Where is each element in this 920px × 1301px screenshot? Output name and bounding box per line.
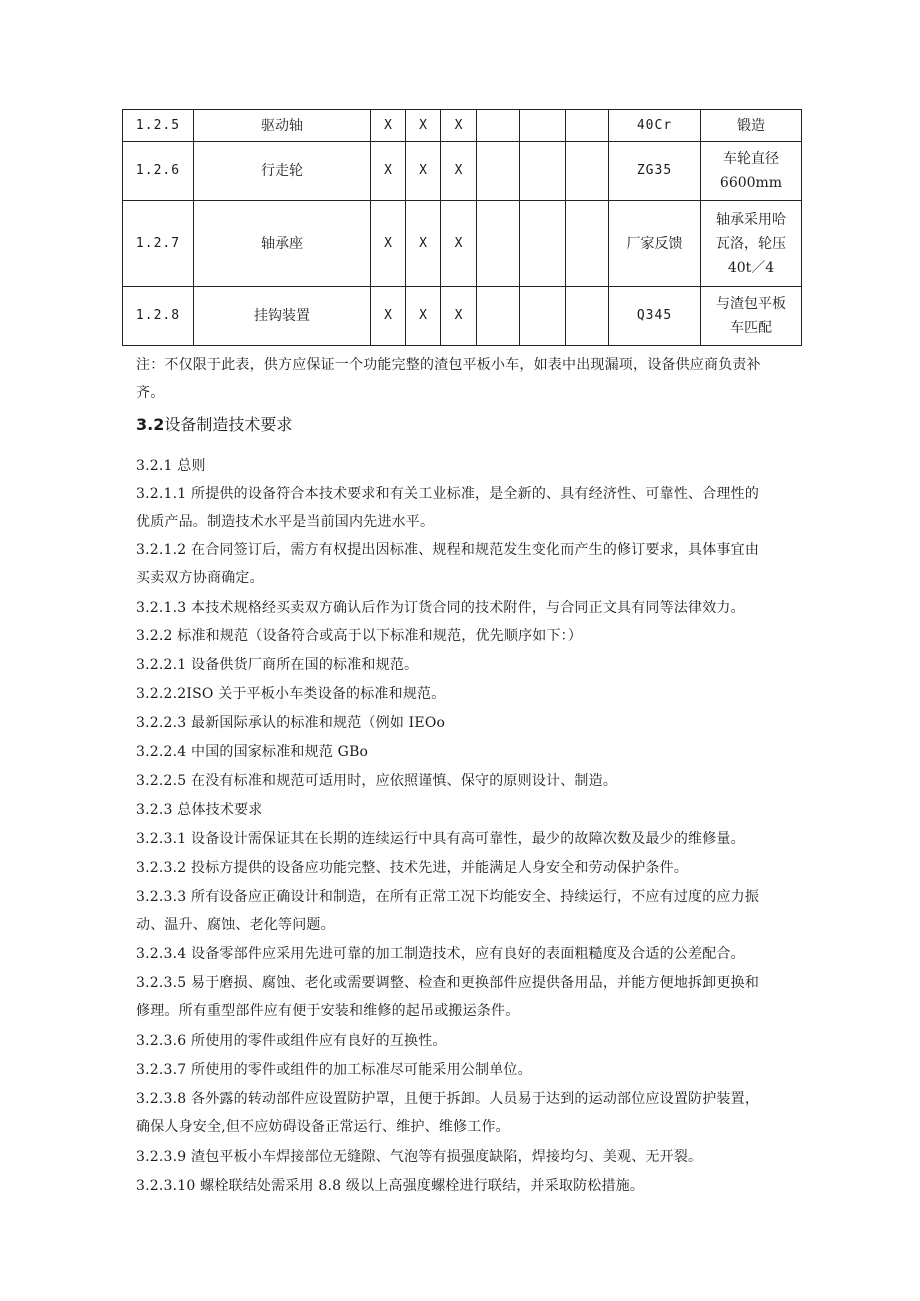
text-line: 3.2.3.4 设备零部件应采用先进可靠的加工制造技术，应有良好的表面粗糙度及合适的公差配合。	[136, 946, 745, 962]
table-note-continued: 齐。	[136, 385, 165, 401]
empty-cell	[566, 142, 609, 201]
empty-cell	[477, 287, 520, 346]
section-heading	[136, 412, 292, 435]
empty-cell	[520, 287, 566, 346]
text-line: 3.2.1.3 本技术规格经买卖双方确认后作为订货合同的技术附件，与合同正文具有同等法律效力。	[136, 600, 745, 616]
empty-cell	[520, 110, 566, 142]
mark-cell: X	[406, 110, 441, 142]
text-line: 3.2.1.1 所提供的设备符合本技术要求和有关工业标准，是全新的、具有经济性、可靠性、合理性的	[136, 486, 760, 502]
item-number: 1.2.8	[123, 287, 194, 346]
mark-cell: X	[441, 287, 477, 346]
item-name: 轴承座	[194, 201, 371, 287]
component-spec-table	[122, 109, 802, 346]
item-name: 行走轮	[194, 142, 371, 201]
item-number: 1.2.7	[123, 201, 194, 287]
item-number: 1.2.5	[123, 110, 194, 142]
text-line: 3.2.3 总体技术要求	[136, 802, 263, 818]
material-cell: Q345	[609, 287, 701, 346]
text-line: 3.2.3.7 所使用的零件或组件的加工标准尽可能采用公制单位。	[136, 1062, 532, 1078]
text-line: 3.2.1.2 在合同签订后，需方有权提出因标准、规程和规范发生变化而产生的修订要求，具体事宜由	[136, 542, 760, 558]
empty-cell	[477, 142, 520, 201]
text-line: 3.2.3.6 所使用的零件或组件应有良好的互换性。	[136, 1033, 447, 1049]
text-line: 3.2.2.1 设备供货厂商所在国的标准和规范。	[136, 657, 419, 673]
text-line: 3.2.3.9 渣包平板小车焊接部位无缝隙、气泡等有损强度缺陷，焊接均匀、美观、无开裂。	[136, 1149, 703, 1165]
empty-cell	[566, 287, 609, 346]
text-line: 3.2.1 总则	[136, 458, 206, 474]
empty-cell	[520, 201, 566, 287]
empty-cell	[477, 110, 520, 142]
empty-cell	[477, 201, 520, 287]
text-line: 3.2.3.10 螺栓联结处需采用 8.8 级以上高强度螺栓进行联结，并采取防松措施。	[136, 1178, 645, 1194]
table-note: 注：不仅限于此表，供方应保证一个功能完整的渣包平板小车，如表中出现漏项，设备供应商负责补	[136, 357, 761, 373]
item-name: 驱动轴	[194, 110, 371, 142]
text-line: 3.2.3.5 易于磨损、腐蚀、老化或需要调整、检查和更换部件应提供备用品，并能方便地拆卸更换和	[136, 975, 760, 991]
text-line: 动、温升、腐蚀、老化等问题。	[136, 917, 335, 933]
material-cell: 40Cr	[609, 110, 701, 142]
empty-cell	[566, 201, 609, 287]
text-line: 3.2.3.1 设备设计需保证其在长期的连续运行中具有高可靠性，最少的故障次数及最少的维修量。	[136, 831, 745, 847]
section-title: 设备制造技术要求	[164, 415, 293, 434]
item-number: 1.2.6	[123, 142, 194, 201]
mark-cell: X	[406, 201, 441, 287]
text-line: 3.2.2 标准和规范（设备符合或高于以下标准和规范，优先顺序如下：）	[136, 628, 583, 644]
text-line: 3.2.3.2 投标方提供的设备应功能完整、技术先进，并能满足人身安全和劳动保护条件。	[136, 860, 689, 876]
mark-cell: X	[441, 142, 477, 201]
mark-cell: X	[406, 142, 441, 201]
material-cell: 厂家反馈	[609, 201, 701, 287]
mark-cell: X	[371, 201, 406, 287]
text-line: 3.2.2.3 最新国际承认的标准和规范（例如 IEOo	[136, 715, 446, 731]
section-number: 3.2	[136, 415, 165, 434]
table-row	[123, 287, 802, 346]
mark-cell: X	[371, 287, 406, 346]
remark-cell: 锻造	[701, 110, 802, 142]
empty-cell	[520, 142, 566, 201]
mark-cell: X	[371, 110, 406, 142]
text-line: 3.2.3.3 所有设备应正确设计和制造，在所有正常工况下均能安全、持续运行，不应有过度的应力振	[136, 889, 760, 905]
text-line: 优质产品。制造技术水平是当前国内先进水平。	[136, 514, 435, 530]
mark-cell: X	[441, 110, 477, 142]
mark-cell: X	[441, 201, 477, 287]
empty-cell	[566, 110, 609, 142]
table-row	[123, 142, 802, 201]
item-name: 挂钩装置	[194, 287, 371, 346]
mark-cell: X	[371, 142, 406, 201]
text-line: 3.2.2.4 中国的国家标准和规范 GBo	[136, 744, 369, 760]
material-cell: ZG35	[609, 142, 701, 201]
text-line: 3.2.3.8 各外露的转动部件应设置防护罩，且便于拆卸。人员易于达到的运动部位应设置防护装置，	[136, 1091, 760, 1107]
remark-cell: 车轮直径 6600mm	[701, 142, 802, 201]
table-row	[123, 110, 802, 142]
text-line: 3.2.2.2ISO 关于平板小车类设备的标准和规范。	[136, 686, 446, 702]
mark-cell: X	[406, 287, 441, 346]
text-line: 买卖双方协商确定。	[136, 570, 264, 586]
text-line: 3.2.2.5 在没有标准和规范可适用时，应依照谨慎、保守的原则设计、制造。	[136, 773, 618, 789]
text-line: 修理。所有重型部件应有便于安装和维修的起吊或搬运条件。	[136, 1003, 520, 1019]
table-row	[123, 201, 802, 287]
remark-cell: 轴承采用哈 瓦洛，轮压 40t／4	[701, 201, 802, 287]
remark-cell: 与渣包平板 车匹配	[701, 287, 802, 346]
text-line: 确保人身安全,但不应妨碍设备正常运行、维护、维修工作。	[136, 1119, 510, 1135]
